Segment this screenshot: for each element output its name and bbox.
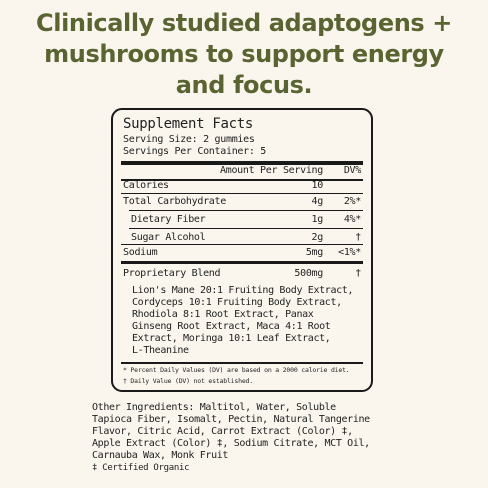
headline-line-2: mushrooms to support energy — [44, 40, 444, 68]
headline — [0, 8, 488, 101]
row-amount: 10 — [311, 180, 323, 191]
servings-per-container: Servings Per Container: 5 — [123, 146, 267, 157]
headline-line-3: and focus. — [175, 71, 313, 99]
row-amount: 1g — [311, 214, 323, 225]
footnote-not-established: † Daily Value (DV) not established. — [123, 377, 253, 385]
rule — [121, 244, 363, 245]
other-line: Other Ingredients: Maltitol, Water, Soluble — [92, 402, 336, 413]
supplement-facts-panel — [111, 108, 373, 392]
row-name: Proprietary Blend — [123, 268, 221, 279]
row-name: Sodium — [123, 247, 158, 258]
row-name: Dietary Fiber — [131, 214, 206, 225]
certified-organic-note: ‡ Certified Organic — [92, 463, 190, 473]
rule — [121, 193, 363, 194]
blend-line: Ginseng Root Extract, Maca 4:1 Root — [132, 321, 331, 332]
blend-line: Lion's Mane 20:1 Fruiting Body Extract, — [132, 285, 354, 296]
row-dv: 4%* — [343, 214, 361, 225]
rule — [129, 228, 363, 229]
row-amount: 500mg — [294, 268, 323, 279]
blend-line: Extract, Moringa 10:1 Leaf Extract, — [132, 333, 331, 344]
thick-rule — [121, 362, 363, 364]
blend-line: L-Theanine — [132, 345, 189, 356]
other-line: Apple Extract (Color) ‡, Sodium Citrate, MCT Oil, — [92, 438, 370, 449]
blend-line: Rhodiola 8:1 Root Extract, Panax — [132, 309, 314, 320]
other-line: Flavor, Citric Acid, Carrot Extract (Color) ‡, — [92, 426, 353, 437]
row-name: Total Carbohydrate — [123, 196, 226, 207]
row-dv: 2%* — [343, 196, 361, 207]
row-amount: 5mg — [305, 247, 323, 258]
row-dv: † — [355, 232, 361, 243]
row-dv: † — [355, 268, 361, 279]
thick-rule — [121, 261, 363, 264]
row-name: Sugar Alcohol — [131, 232, 206, 243]
serving-size: Serving Size: 2 gummies — [123, 134, 255, 145]
other-line: Carnauba Wax, Monk Fruit — [92, 450, 229, 461]
blend-ingredients — [132, 285, 367, 357]
headline-line-1: Clinically studied adaptogens + — [36, 9, 452, 37]
panel-title: Supplement Facts — [123, 116, 254, 132]
footnote-dv: * Percent Daily Values (DV) are based on a 2000 calorie diet. — [123, 366, 350, 374]
other-ingredients — [92, 402, 402, 462]
row-amount: 2g — [311, 232, 323, 243]
col-amount: Amount Per Serving — [220, 165, 323, 176]
row-dv: <1%* — [338, 247, 361, 258]
blend-line: Cordyceps 10:1 Fruiting Body Extract, — [132, 297, 342, 308]
row-amount: 4g — [311, 196, 323, 207]
other-line: Tapioca Fiber, Isomalt, Pectin, Natural Tangerine — [92, 414, 370, 425]
rule — [129, 210, 363, 211]
row-name: Calories — [123, 180, 169, 191]
col-dv: DV% — [343, 165, 361, 176]
